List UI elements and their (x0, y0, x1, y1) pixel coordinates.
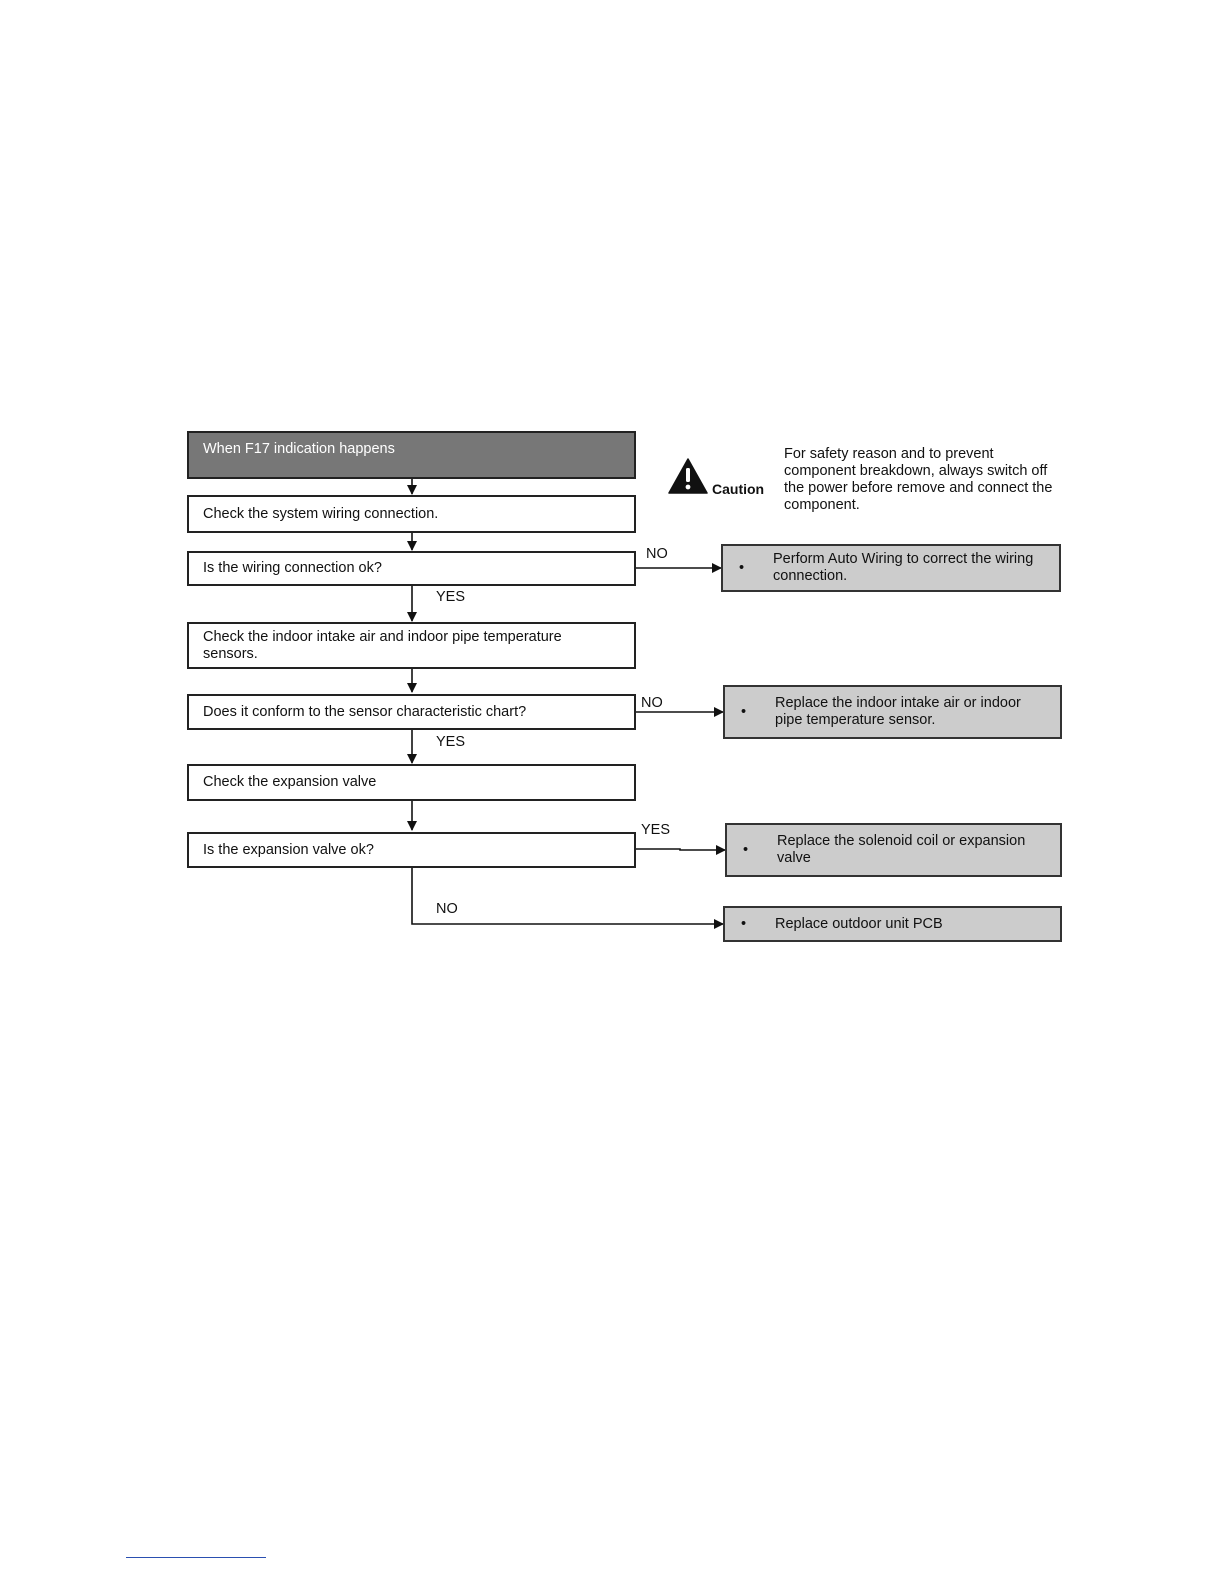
label-yes-valve: YES (641, 822, 671, 838)
decision-wiring-ok-text: Is the wiring connection ok? (203, 560, 382, 576)
decision-sensor-chart (187, 694, 636, 730)
step-check-valve (187, 764, 636, 801)
step-check-wiring (187, 495, 636, 533)
bullet: • (739, 559, 745, 576)
decision-wiring-ok (187, 551, 636, 586)
decision-valve-ok-text: Is the expansion valve ok? (203, 841, 374, 858)
action-replace-sensor (723, 685, 1062, 739)
start-box (187, 431, 636, 479)
label-yes-wiring: YES (436, 589, 466, 605)
arrow-valve-ok-yes (636, 849, 725, 850)
action-replace-sensor-text: Replace the indoor intake air or indoor pipe temperature sensor. (775, 695, 1021, 728)
label-no-wiring: NO (646, 546, 668, 562)
decision-sensor-chart-text: Does it conform to the sensor characteristic chart? (203, 703, 527, 720)
step-check-sensors-text: Check the indoor intake air and indoor pipe temperature sensors. (203, 628, 562, 662)
step-check-valve-text: Check the expansion valve (203, 774, 377, 790)
bullet: • (741, 703, 747, 720)
step-check-wiring-text: Check the system wiring connection. (203, 505, 439, 522)
action-replace-coil-text: Replace the solenoid coil or expansion valve (777, 833, 1026, 866)
label-no-chart: NO (641, 695, 663, 711)
action-auto-wiring (721, 544, 1061, 592)
footer-rule (126, 1557, 266, 1558)
arrow-valve-ok-no (412, 868, 723, 924)
action-replace-pcb (723, 906, 1062, 942)
bullet: • (741, 915, 747, 932)
warning-triangle-icon (668, 458, 708, 494)
action-auto-wiring-text: Perform Auto Wiring to correct the wiring connection. (773, 551, 1034, 584)
decision-valve-ok (187, 832, 636, 868)
caution-label: Caution (712, 481, 765, 497)
caution-text: For safety reason and to prevent component breakdown, always switch off the power before remove and connect the component. (784, 446, 1053, 513)
action-replace-pcb-text: Replace outdoor unit PCB (775, 915, 943, 932)
label-yes-chart: YES (436, 734, 466, 750)
bullet: • (743, 841, 749, 858)
action-replace-coil (725, 823, 1062, 877)
label-no-valve: NO (436, 901, 458, 917)
start-text: When F17 indication happens (203, 441, 395, 457)
step-check-sensors (187, 622, 636, 669)
